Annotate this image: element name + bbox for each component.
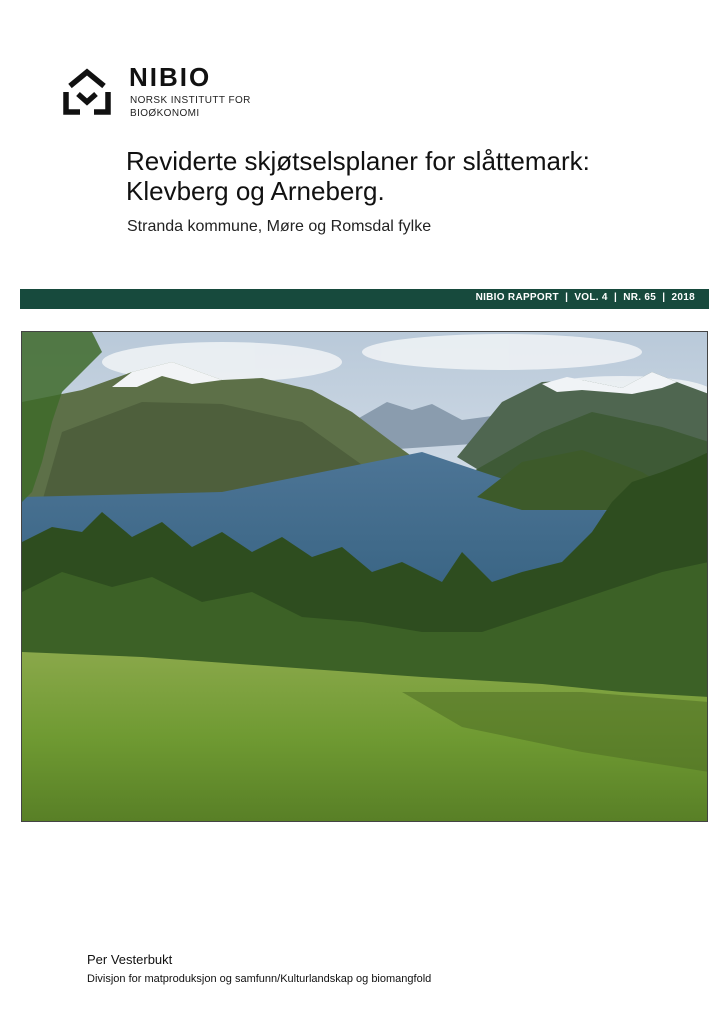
logo-subtitle-line1: NORSK INSTITUTT FOR: [130, 95, 251, 106]
logo-name: NIBIO: [129, 62, 212, 92]
report-subtitle: Stranda kommune, Møre og Romsdal fylke: [127, 218, 432, 235]
nibio-logo: [62, 62, 262, 126]
author-division: Divisjon for matproduksjon og samfunn/Kulturlandskap og biomangfold: [87, 973, 432, 985]
author-name: Per Vesterbukt: [87, 952, 173, 967]
landscape-photo-icon: [22, 332, 708, 822]
report-info-text: NIBIO RAPPORT | VOL. 4 | NR. 65 | 2018: [475, 292, 695, 303]
report-title: Reviderte skjøtselsplaner for slåttemark: Klevberg og Arneberg.: [126, 146, 590, 206]
report-info-band: [20, 289, 709, 309]
cover-photo: [21, 331, 708, 822]
logo-subtitle-line2: BIOØKONOMI: [130, 108, 200, 119]
nibio-logo-icon: [62, 64, 112, 120]
